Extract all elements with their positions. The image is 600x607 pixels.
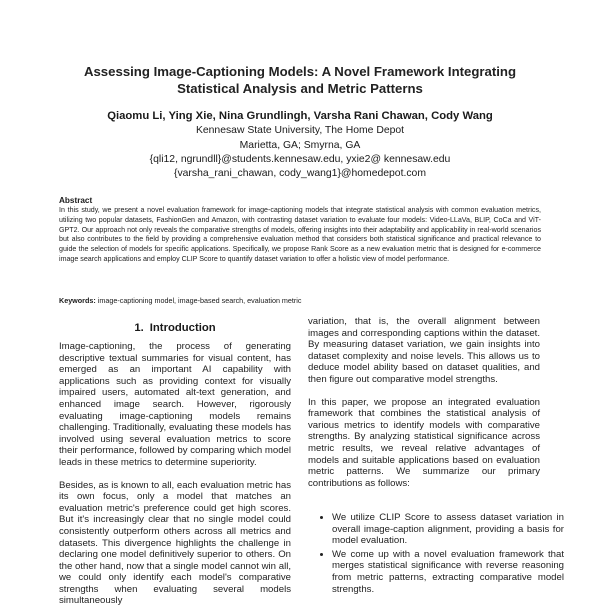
paper-title: Assessing Image-Captioning Models: A Novel Framework Integrating Statistical Analysis and Metric Patterns: [83, 64, 517, 96]
abstract-text: In this study, we present a novel evaluation framework for image-captioning models that integrate statistical analysis with common evaluation metrics, utilizing two popular datasets, FashionGen and Amazon, with contrasting dataset variation to evaluate four models: Video-LLaVa, BLIP, CoCa and ViT-GPT2. Our approach not only reveals the comparative strengths of models, offering insights into their adaptability and applicability in real-world scenarios but also contributes to the field by providing a comprehensive evaluation method that considers both statistical significance and practical relevance to guide the selection of models for specific applications. Specifically, we propose Rank Score as a new evaluation metric that is designed for e-commerce image search applications and employ CLIP Score to quantify dataset variation to offer a holistic view of model performance.: [59, 206, 541, 263]
section-heading: [59, 322, 291, 334]
left-column: [59, 341, 291, 607]
author-list: Qiaomu Li, Ying Xie, Nina Grundlingh, Varsha Rani Chawan, Cody Wang: [107, 110, 493, 122]
keywords: [59, 296, 541, 305]
paragraph: Besides, as is known to all, each evaluation metric has its own focus, only a model that matches an evaluation metric's preference could get high scores. But it's increasingly clear that no single model could consistently outperform others across all metrics and datasets. This divergence highlights the challenge in declaring one model definitively superior to others. On the other hand, now that a single model cannot win all, we could only identify each model's comparative strengths when evaluating several models simultaneously: [59, 479, 291, 607]
keywords-label: Keywords:: [59, 296, 96, 305]
contribution-list: [308, 512, 564, 597]
section-number: 1.: [134, 322, 144, 334]
keywords-text: image-captioning model, image-based search, evaluation metric: [97, 296, 302, 305]
affiliation-line: Kennesaw State University, The Home Depot: [195, 125, 405, 136]
paragraph: variation, that is, the overall alignment between images and corresponding captions within the dataset. By measuring dataset variation, we gain insights into dataset complexity and noise levels. This allows us to deduce model ability based on dataset qualities, and then figure out comparative model strengths.: [308, 316, 540, 385]
affiliation-line: Marietta, GA; Smyrna, GA: [239, 140, 361, 151]
list-item: • We come up with a novel evaluation framework that merges statistical significance with reverse reasoning from metric patterns, extracting comparative model strengths.: [332, 549, 564, 595]
section-title: Introduction: [149, 322, 216, 334]
email-line: {varsha_rani_chawan, cody_wang1}@homedepot.com: [173, 168, 426, 179]
email-line: {qli12, ngrundll}@students.kennesaw.edu, yxie2@ kennesaw.edu: [149, 154, 451, 165]
right-column: [308, 316, 540, 489]
abstract-heading: Abstract: [59, 196, 93, 205]
paragraph: In this paper, we propose an integrated evaluation framework that combines the statistical analysis of various metrics to identify models with comparative strengths. By analyzing statistical significance across metric results, we reveal relative advantages of models and suitable applications based on evaluation metric patterns. We summarize our primary contributions as follows:: [308, 396, 540, 489]
list-item: • We utilize CLIP Score to assess dataset variation in overall image-caption alignment, providing a basis for model evaluation.: [332, 512, 564, 547]
paragraph: Image-captioning, the process of generating descriptive textual summaries for visual content, has emerged as an important AI capability with applications such as providing context for visually impaired users, automated alt-text generation, and enhanced image search. However, rigorously evaluating image-captioning models remains challenging. Traditionally, evaluating these models has involved using several evaluation metrics to score their performance, followed by comparing which model leads in these metrics to determine superiority.: [59, 341, 291, 468]
